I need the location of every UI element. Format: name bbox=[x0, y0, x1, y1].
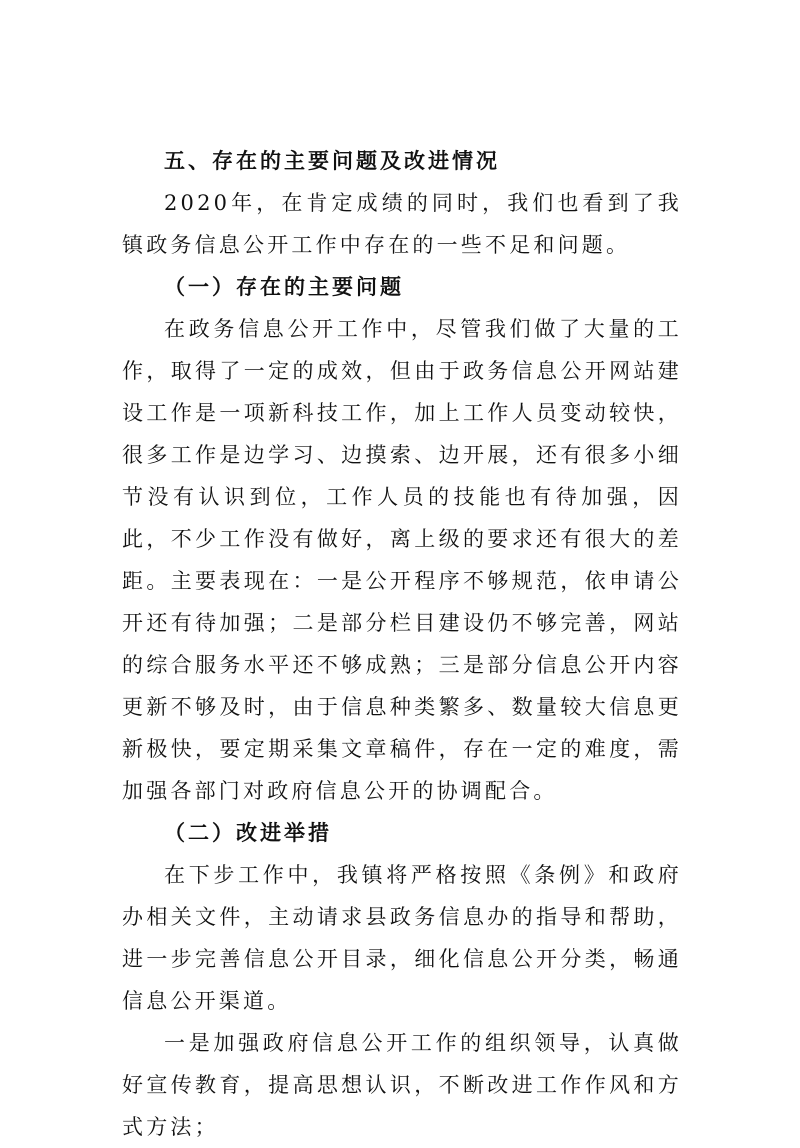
subsection-heading-problems: （一）存在的主要问题 bbox=[164, 275, 404, 299]
section-intro-paragraph: 2020年，在肯定成绩的同时，我们也看到了我镇政务信息公开工作中存在的一些不足和问题。 bbox=[122, 191, 682, 257]
problems-paragraph: 在政务信息公开工作中，尽管我们做了大量的工作，取得了一定的成效，但由于政务信息公开网站建设工作是一项新科技工作，加上工作人员变动较快，很多工作是边学习、边摸索、边开展，还有很多小细节没有认识到位，工作人员的技能也有待加强，因此，不少工作没有做好，离上级的要求还有很大的差距。主要表现在：一是公开程序不够规范，依申请公开还有待加强；二是部分栏目建设仍不够完善，网站的综合服务水平还不够成熟；三是部分信息公开内容更新不够及时，由于信息种类繁多、数量较大信息更新极快，要定期采集文章稿件，存在一定的难度，需加强各部门对政府信息公开的协调配合。 bbox=[122, 317, 682, 803]
subsection-heading-improvements: （二）改进举措 bbox=[164, 821, 332, 845]
document-body bbox=[122, 140, 682, 1148]
improvements-paragraph: 在下步工作中，我镇将严格按照《条例》和政府办相关文件，主动请求县政务信息办的指导和帮助，进一步完善信息公开目录，细化信息公开分类，畅通信息公开渠道。 bbox=[122, 863, 682, 1013]
section-heading: 五、存在的主要问题及改进情况 bbox=[164, 149, 500, 173]
improvement-item-paragraph: 一是加强政府信息公开工作的组织领导，认真做好宣传教育，提高思想认识，不断改进工作作风和方式方法； bbox=[122, 1031, 682, 1139]
